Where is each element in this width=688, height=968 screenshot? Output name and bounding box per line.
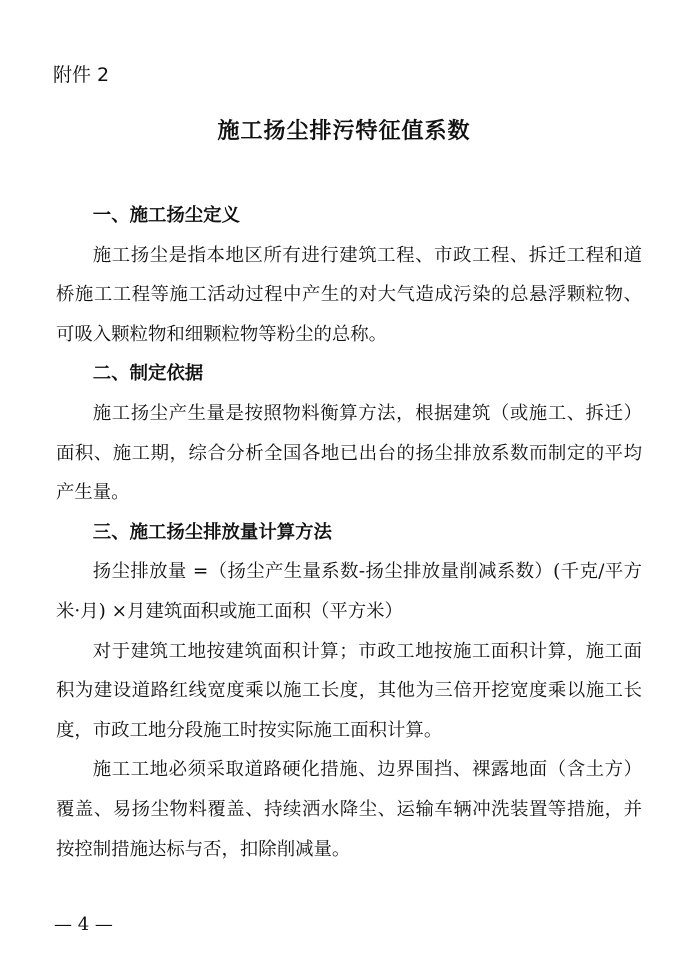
section-heading-calculation: 三、施工扬尘排放量计算方法 — [92, 521, 332, 543]
attachment-label: 附件 2 — [53, 64, 110, 86]
section-heading-definition: 一、施工扬尘定义 — [92, 205, 240, 226]
calculation-paragraph-1: 对于建筑工地按建筑面积计算；市政工地按施工面积计算，施工面积为建设道路红线宽度乘以施工长度，其他为三倍开挖宽度乘以施工长度，市政工地分段施工时按实际施工面积计算。 — [56, 640, 642, 741]
document-body — [56, 196, 642, 869]
page-number: — 4 — — [54, 914, 113, 935]
calculation-formula: 扬尘排放量 =（扬尘产生量系数-扬尘排放量削减系数）(千克/平方米·月) ×月建筑面积或施工面积（平方米） — [56, 561, 642, 622]
calculation-paragraph-2: 施工工地必须采取道路硬化措施、边界围挡、裸露地面（含土方）覆盖、易扬尘物料覆盖、持续洒水降尘、运输车辆冲洗装置等措施，并按控制措施达标与否，扣除削减量。 — [56, 759, 642, 860]
document-title: 施工扬尘排污特征值系数 — [217, 118, 471, 144]
section-heading-basis: 二、制定依据 — [92, 363, 204, 385]
basis-paragraph: 施工扬尘产生量是按照物料衡算方法，根据建筑（或施工、拆迁）面积、施工期，综合分析全国各地已出台的扬尘排放系数而制定的平均产生量。 — [56, 402, 642, 504]
definition-paragraph: 施工扬尘是指本地区所有进行建筑工程、市政工程、拆迁工程和道桥施工工程等施工活动过程中产生的对大气造成污染的总悬浮颗粒物、可吸入颗粒物和细颗粒物等粉尘的总称。 — [56, 244, 642, 345]
